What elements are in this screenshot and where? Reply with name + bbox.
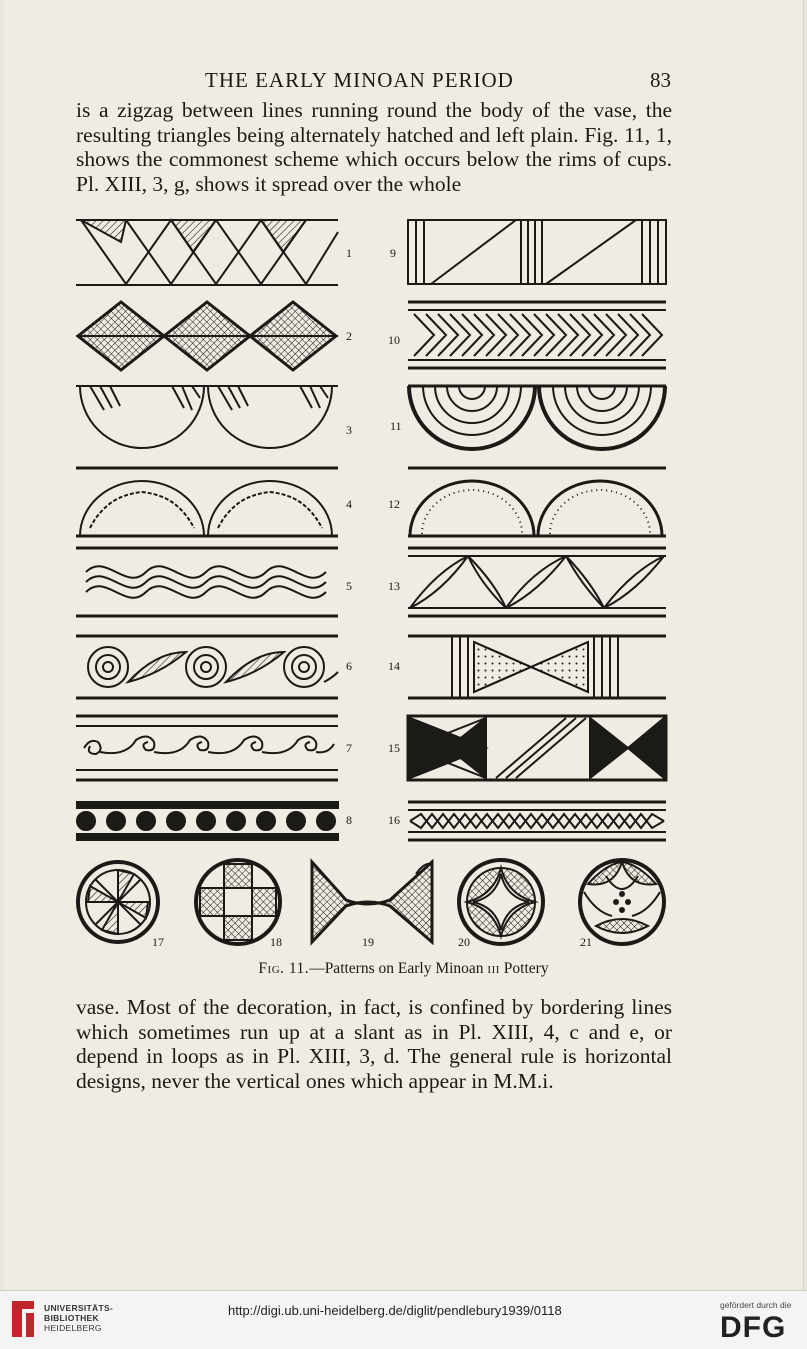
pattern-19-double-axe	[312, 862, 432, 942]
pattern-18-cross	[196, 860, 280, 944]
caption-end: Pottery	[499, 960, 549, 977]
pattern-plate	[76, 212, 676, 957]
caption-period: iii	[487, 960, 500, 977]
pattern-6-spirals	[76, 636, 338, 698]
pattern-7-scrolls	[76, 716, 338, 780]
fig-number-13: 13	[388, 579, 400, 593]
dfg-logo: DFG	[720, 1311, 787, 1344]
fig-number-9: 9	[390, 246, 396, 260]
paragraph-top	[76, 98, 672, 196]
paragraph-text: vase. Most of the decoration, in fact, is confined by bordering lines which sometimes run up at a slant as in Pl. XIII, 4, c and e, or depend in loops as in Pl. XIII, 3, d. The general rule is horizontal designs, never the vertical ones which appear in M.M.i.	[76, 995, 672, 1093]
pattern-14-dotted-panel	[408, 636, 666, 698]
pattern-1-zigzag	[76, 220, 338, 285]
pattern-5-waves	[76, 548, 338, 616]
viewer-footer	[0, 1290, 807, 1349]
pattern-16-chain	[408, 802, 666, 840]
pattern-9-panels	[408, 220, 666, 284]
caption-prefix: Fig. 11.	[258, 960, 310, 977]
fig-number-20: 20	[458, 935, 470, 949]
pattern-21-triskele	[580, 860, 664, 944]
pattern-10-chevrons	[408, 302, 666, 368]
paragraph-bottom	[76, 995, 672, 1093]
fig-number-11: 11	[390, 419, 402, 433]
fig-number-19: 19	[362, 935, 374, 949]
running-head	[0, 68, 807, 98]
chapter-title: THE EARLY MINOAN PERIOD	[205, 68, 514, 92]
fig-number-3: 3	[346, 423, 352, 437]
fig-number-17: 17	[152, 935, 164, 949]
pattern-3-semicircles	[76, 386, 338, 448]
pattern-8-dots	[76, 802, 338, 840]
fig-number-4: 4	[346, 497, 352, 511]
fig-number-1: 1	[346, 246, 352, 260]
pattern-11-concentric	[408, 386, 666, 449]
fig-number-5: 5	[346, 579, 352, 593]
fig-number-15: 15	[388, 741, 400, 755]
caption-main: Patterns on Early Minoan	[324, 960, 488, 977]
fig-number-18: 18	[270, 935, 282, 949]
caption-dash: —	[309, 960, 325, 977]
library-logo-icon	[8, 1297, 38, 1341]
page-number: 83	[650, 68, 671, 92]
figure-caption	[0, 960, 807, 978]
fig-number-2: 2	[346, 329, 352, 343]
fig-number-7: 7	[346, 741, 352, 755]
pattern-2-diamonds	[76, 302, 338, 370]
paragraph-text: is a zigzag between lines running round the body of the vase, the resulting triangles being alternately hatched and left plain. Fig. 11, 1, shows the commonest scheme which occurs below the rims of cups. Pl. XIII, 3, g, shows it spread over the whole	[76, 98, 672, 196]
fig-number-12: 12	[388, 497, 400, 511]
pattern-12-dotted-arches	[408, 468, 666, 536]
fig-number-8: 8	[346, 813, 352, 827]
permalink-url[interactable]: http://digi.ub.uni-heidelberg.de/diglit/pendlebury1939/0118	[228, 1303, 562, 1318]
fig-number-10: 10	[388, 333, 400, 347]
pattern-15-triangles	[408, 716, 666, 780]
fig-number-14: 14	[388, 659, 400, 673]
fig-number-16: 16	[388, 813, 400, 827]
pattern-20-star	[459, 860, 543, 944]
funding-note: gefördert durch die	[720, 1300, 792, 1310]
fig-number-21: 21	[580, 935, 592, 949]
figure-patterns	[76, 212, 676, 957]
pattern-13-leaves	[408, 548, 666, 616]
library-name: UNIVERSITÄTS- BIBLIOTHEK HEIDELBERG	[44, 1303, 114, 1333]
fig-number-6: 6	[346, 659, 352, 673]
pattern-4-arches	[76, 468, 338, 536]
pattern-17-rosette	[78, 862, 158, 942]
